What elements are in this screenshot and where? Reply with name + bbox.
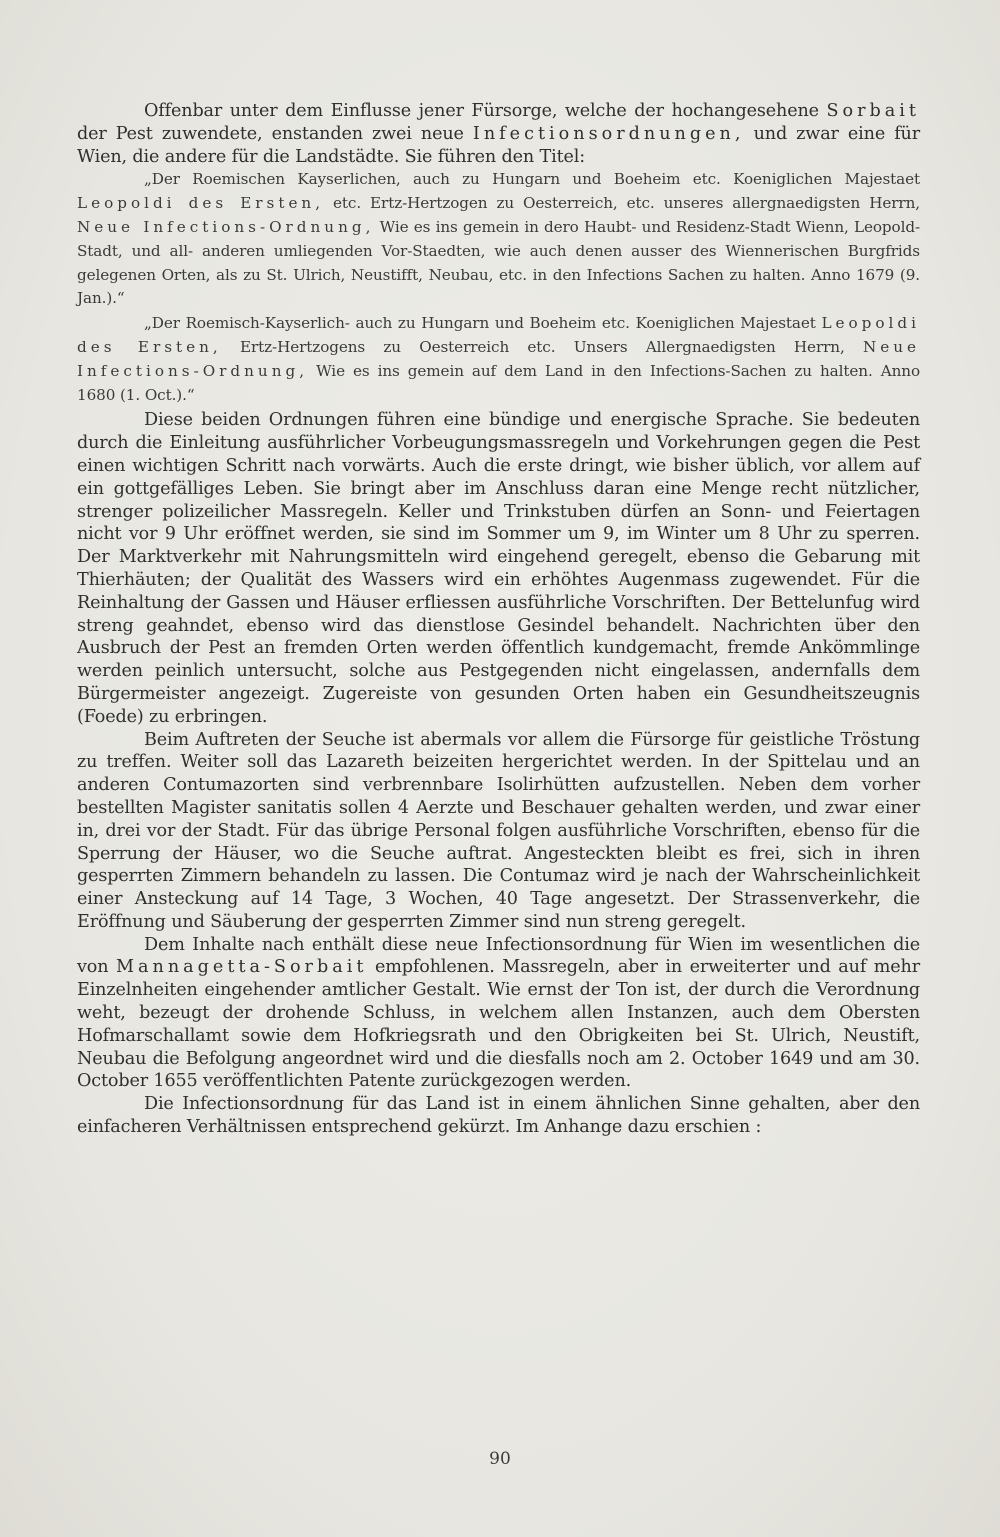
quote-title-vienna <box>77 168 920 311</box>
paragraph-intro-text: Offenbar unter dem Einflusse jener Fürsorge, welche der hochangesehene <box>144 101 827 121</box>
name-mannagetta-sorbait: Mannagetta-Sorbait <box>116 957 368 978</box>
paragraph-intro <box>77 100 920 168</box>
quote-title-land-text-2: Ertz-Hertzogens zu Oesterreich etc. Unsers Allergnaedigsten Herrn, <box>221 337 863 356</box>
page-number: 90 <box>489 1449 511 1469</box>
paragraph-inhalt-text-2: empfohlenen. Massregeln, aber in erweiterter und auf mehr Einzelnheiten eingehender amtlicher Gestalt. Wie ernst der Ton ist, der durch die Verordnung weht, bezeugt der drohende Schluss, in welchem allen Instanzen, auch dem Obersten Hofmarschallamt sowie dem Hofkriegsrath und den Obrigkeiten bei St. Ulrich, Neustift, Neubau die Befolgung angeordnet wird und die diesfalls noch am 2. October 1649 und am 30. October 1655 veröffentlichten Patente zurückgezogen werden. <box>77 957 920 1092</box>
name-leopoldi-2: Leopoldi des Ersten, <box>77 314 920 356</box>
quote-title-land-text-1: „Der Roemisch-Kayserlich- auch zu Hungarn und Boeheim etc. Koeniglichen Majestaet <box>144 314 822 333</box>
paragraph-ordnungen: Diese beiden Ordnungen führen eine bündige und energische Sprache. Sie bedeuten durch die Einleitung ausführlicher Vorbeugungsmassregeln und Vorkehrungen gegen die Pest einen wichtigen Schritt nach vorwärts. Auch die erste dringt, wie bisher üblich, vor allem auf ein gottgefälliges Leben. Sie bringt aber im Anschluss daran eine Menge recht nützlicher, strenger polizeilicher Massregeln. Keller und Trinkstuben dürfen an Sonn- und Feiertagen nicht vor 9 Uhr eröffnet werden, sie sind im Sommer um 9, im Winter um 8 Uhr zu sperren. Der Marktverkehr mit Nahrungsmitteln wird eingehend geregelt, ebenso die Gebarung mit Thierhäuten; der Qualität des Wassers wird ein erhöhtes Augenmass zugewendet. Für die Reinhaltung der Gassen und Häuser erfliessen ausführliche Vorschriften. Der Bettelunfug wird streng geahndet, ebenso wird das dienstlose Gesindel behandelt. Nachrichten über den Ausbruch der Pest an fremden Orten werden öffentlich kundgemacht, fremde Ankömmlinge werden peinlich untersucht, solche aus Pestgegenden nicht eingelassen, andernfalls dem Bürgermeister angezeigt. Zugereiste von gesunden Orten haben ein Gesundheitszeugnis (Foede) zu erbringen. <box>77 410 920 727</box>
paragraph-seuche: Beim Auftreten der Seuche ist abermals vor allem die Fürsorge für geistliche Tröstung zu treffen. Weiter soll das Lazareth beizeiten hergerichtet werden. In der Spittelau und an anderen Contumazorten sind verbrennbare Isolirhütten aufzustellen. Neben dem vorher bestellten Magister sanitatis sollen 4 Aerzte und Beschauer gehalten werden, und zwar einer in, drei vor der Stadt. Für das übrige Personal folgen ausführliche Vorschriften, ebenso für die Sperrung der Häuser, wo die Seuche auftrat. Angesteckten bleibt es frei, sich in ihren gesperrten Zimmern behandeln zu lassen. Die Contumaz wird je nach der Wahrscheinlichkeit einer Ansteckung auf 14 Tage, 3 Wochen, 40 Tage angesetzt. Der Strassenverkehr, die Eröffnung und Säuberung der gesperrten Zimmer sind nun streng geregelt. <box>77 729 920 932</box>
name-leopoldi-1: Leopoldi des Ersten, <box>77 194 325 213</box>
quote-title-vienna-text-3: Wie es ins gemein in dero Haubt- und Residenz-Stadt Wienn, Leopold-Stadt, und all- anderen umliegenden Vor-Staedten, wie auch denen ausser des Wiennerischen Burgfrids gelegenen Orten, als zu St. Ulrich, Neustifft, Neubau, etc. in den Infections Sachen zu halten. Anno 1679 (9. Jan.).“ <box>77 217 920 308</box>
quote-title-vienna-text-2: etc. Ertz-Hertzogen zu Oesterreich, etc. unseres allergnaedigsten Herrn, <box>324 194 920 213</box>
paragraph-inhalt-text-1: Dem Inhalte nach enthält diese neue Infectionsordnung für Wien im wesentlichen die von <box>77 934 920 978</box>
quote-title-land <box>77 312 920 407</box>
paragraph-inhalt <box>77 934 920 1094</box>
page-body <box>77 100 920 1139</box>
paragraph-intro-text-3: und zwar eine für Wien, die andere für die Landstädte. Sie führen den Titel: <box>77 123 921 167</box>
name-sorbait: Sorbait <box>826 101 920 121</box>
quote-title-land-text-3: Wie es ins gemein auf dem Land in den Infections-Sachen zu halten. Anno 1680 (1. Oct.).“ <box>77 361 920 404</box>
term-infectionsordnungen: Infectionsordnungen, <box>472 123 745 144</box>
paragraph-land: Die Infectionsordnung für das Land ist in einem ähnlichen Sinne gehalten, aber den einfacheren Verhältnissen entsprechend gekürzt. Im Anhange dazu erschien : <box>77 1094 920 1138</box>
term-infections-ordnung-2: Neue Infections-Ordnung, <box>77 337 920 380</box>
paragraph-intro-text-2: der Pest zuwendete, enstanden zwei neue <box>77 123 473 144</box>
term-infections-ordnung-1: Neue Infections-Ordnung, <box>77 217 375 236</box>
quote-title-vienna-text-1: „Der Roemischen Kayserlichen, auch zu Hungarn und Boeheim etc. Koeniglichen Majestaet <box>144 170 920 189</box>
